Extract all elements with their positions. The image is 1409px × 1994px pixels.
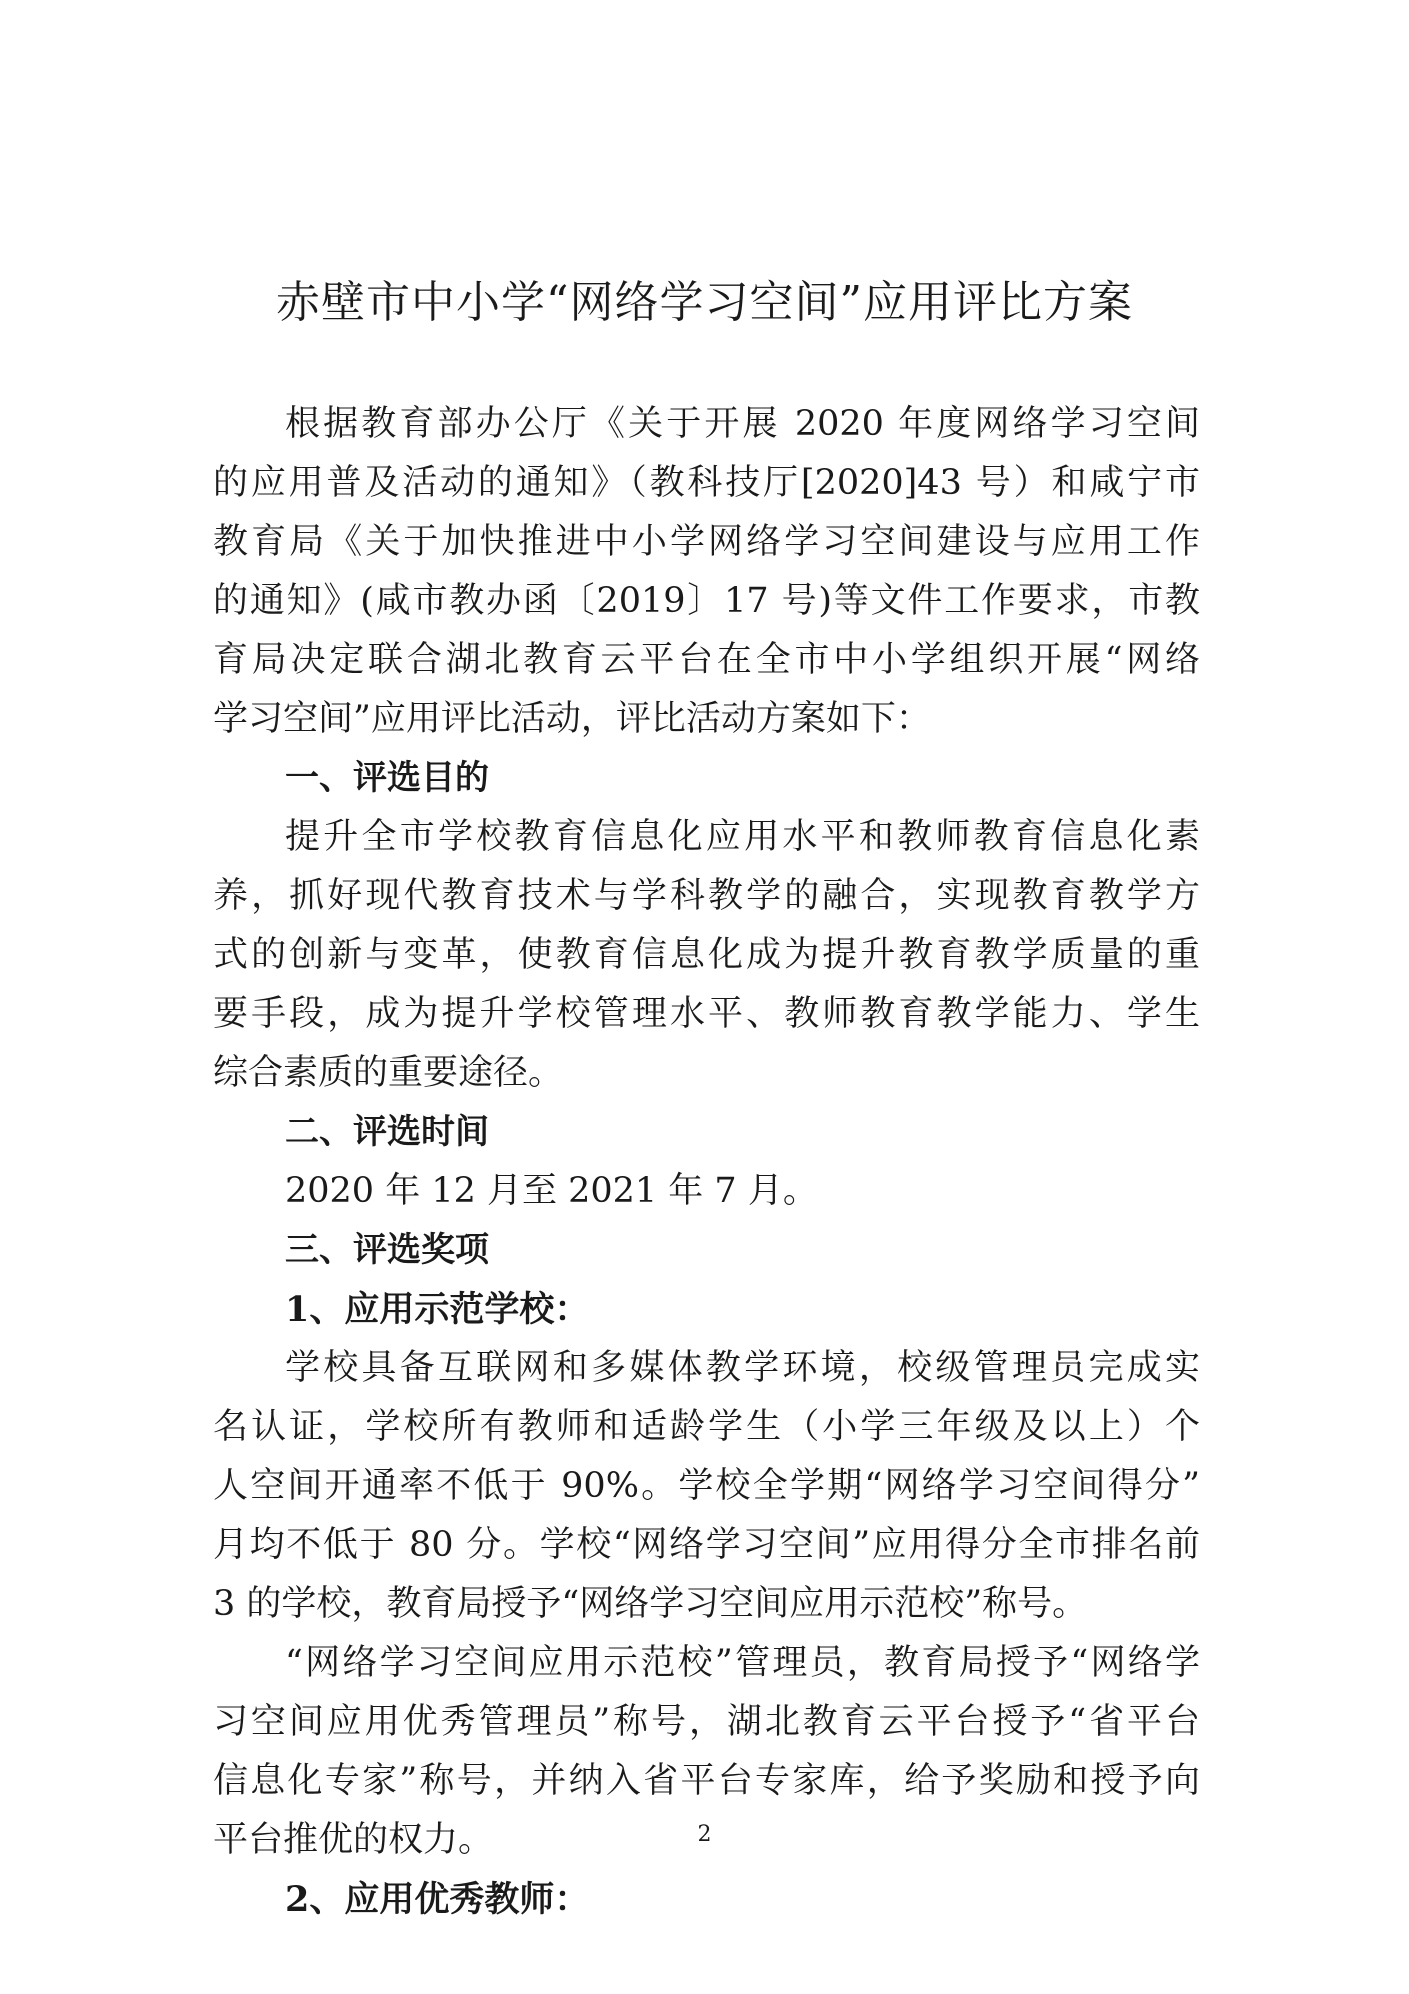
text-line: 综合素质的重要途径。: [213, 1053, 564, 1093]
text-line: 根据教育部办公厅《关于开展 2020 年度网络学习空间: [285, 404, 1200, 444]
document-body: [213, 395, 1200, 1929]
section1-paragraph: [213, 808, 1200, 1103]
item1-paragraph-1: [213, 1339, 1200, 1634]
text-line: 提升全市学校教育信息化应用水平和教师教育信息化素: [285, 817, 1200, 857]
text-line: 育局决定联合湖北教育云平台在全市中小学组织开展“网络: [213, 640, 1200, 680]
text-line: 学校具备互联网和多媒体教学环境，校级管理员完成实: [285, 1348, 1200, 1388]
section2-paragraph: 2020 年 12 月至 2021 年 7 月。: [285, 1171, 818, 1211]
text-line: “网络学习空间应用示范校”管理员，教育局授予“网络学: [285, 1643, 1200, 1683]
text-line: 要手段，成为提升学校管理水平、教师教育教学能力、学生: [213, 994, 1200, 1034]
text-line: 人空间开通率不低于 90%。学校全学期“网络学习空间得分”: [213, 1466, 1200, 1506]
text-line: 式的创新与变革，使教育信息化成为提升教育教学质量的重: [213, 935, 1200, 975]
page-number: 2: [697, 1822, 712, 1847]
text-line: 的通知》(咸市教办函〔2019〕17 号)等文件工作要求，市教: [213, 581, 1200, 621]
text-line: 的应用普及活动的通知》（教科技厅[2020]43 号）和咸宁市: [213, 463, 1200, 503]
text-line: 3 的学校，教育局授予“网络学习空间应用示范校”称号。: [213, 1584, 1088, 1624]
section-heading: 二、评选时间: [285, 1112, 489, 1152]
text-line: 习空间应用优秀管理员”称号，湖北教育云平台授予“省平台: [213, 1702, 1200, 1742]
document-title: 赤壁市中小学“网络学习空间”应用评比方案: [276, 277, 1133, 328]
text-line: 信息化专家”称号，并纳入省平台专家库，给予奖励和授予向: [213, 1761, 1200, 1801]
text-line: 养，抓好现代教育技术与学科教学的融合，实现教育教学方: [213, 876, 1200, 916]
text-line: 名认证，学校所有教师和适龄学生（小学三年级及以上）个: [213, 1407, 1200, 1447]
text-line: 月均不低于 80 分。学校“网络学习空间”应用得分全市排名前: [213, 1525, 1200, 1565]
section-heading: 三、评选奖项: [285, 1230, 489, 1270]
text-line: 平台推优的权力。: [213, 1820, 494, 1860]
text-line: 学习空间”应用评比活动，评比活动方案如下：: [213, 699, 931, 739]
text-line: 教育局《关于加快推进中小学网络学习空间建设与应用工作: [213, 522, 1200, 562]
item-heading: 2、应用优秀教师：: [285, 1879, 590, 1920]
intro-paragraph: [213, 395, 1200, 749]
section-heading: 一、评选目的: [285, 758, 489, 798]
item-heading: 1、应用示范学校：: [285, 1289, 590, 1330]
